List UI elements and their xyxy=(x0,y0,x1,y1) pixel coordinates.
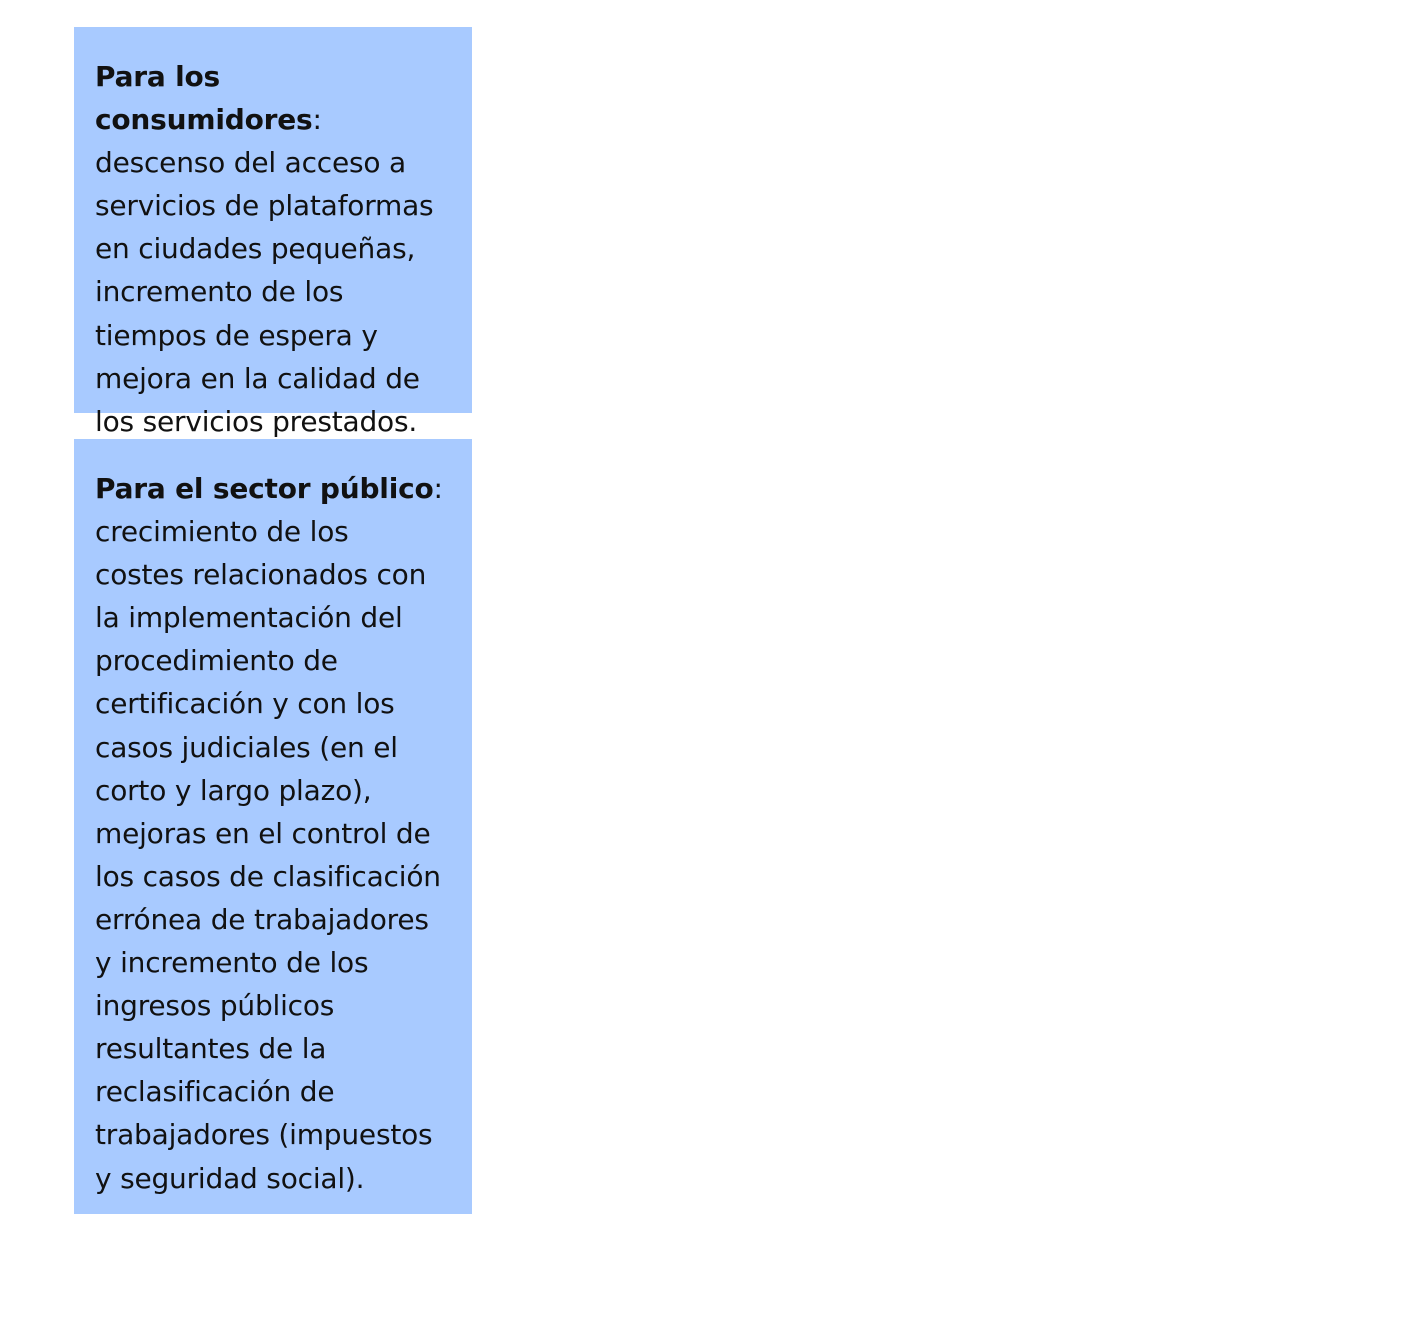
sector-publico-heading-line xyxy=(95,467,456,510)
consumidores-heading-colon: : xyxy=(312,103,322,137)
sector-publico-text-line: y incremento de los xyxy=(95,946,369,980)
sector-publico-text-line: costes relacionados con xyxy=(95,558,427,592)
sector-publico-text-line: mejoras en el control de xyxy=(95,816,431,850)
sector-publico-text-line: reclasificación de xyxy=(95,1075,335,1109)
sector-publico-text-line: certificación y con los xyxy=(95,687,395,721)
sector-publico-text-line: procedimiento de xyxy=(95,644,338,678)
sector-publico-text-line: los casos de clasificación xyxy=(95,859,441,893)
consumidores-heading-line xyxy=(95,55,456,141)
sector-publico-text-line: ingresos públicos xyxy=(95,989,335,1023)
consumidores-text-line: los servicios prestados. xyxy=(95,404,418,438)
consumidores-text-line: descenso del acceso a xyxy=(95,146,407,180)
consumidores-text-line: mejora en la calidad de xyxy=(95,361,420,395)
consumidores-box xyxy=(74,27,472,438)
sector-publico-heading-colon: : xyxy=(433,472,443,505)
sector-publico-text-line: resultantes de la xyxy=(95,1032,327,1066)
sector-publico-text-line: corto y largo plazo), xyxy=(95,773,372,807)
sector-publico-box xyxy=(74,439,472,1214)
sector-publico-text-line: crecimiento de los xyxy=(95,515,349,549)
sector-publico-heading: Para el sector público xyxy=(95,472,434,505)
consumidores-heading: Para los consumidores xyxy=(95,60,313,137)
sector-publico-text-line: la implementación del xyxy=(95,601,403,635)
sector-publico-text-line: casos judiciales (en el xyxy=(95,730,398,764)
sector-publico-text-line: errónea de trabajadores xyxy=(95,902,429,936)
sector-publico-text-line: y seguridad social). xyxy=(95,1161,365,1195)
consumidores-text-line: incremento de los xyxy=(95,275,344,309)
consumidores-text-line: servicios de plataformas xyxy=(95,189,434,223)
consumidores-text-line: en ciudades pequeñas, xyxy=(95,232,416,266)
sector-publico-text-line: trabajadores (impuestos xyxy=(95,1118,433,1152)
consumidores-text-line: tiempos de espera y xyxy=(95,318,378,352)
